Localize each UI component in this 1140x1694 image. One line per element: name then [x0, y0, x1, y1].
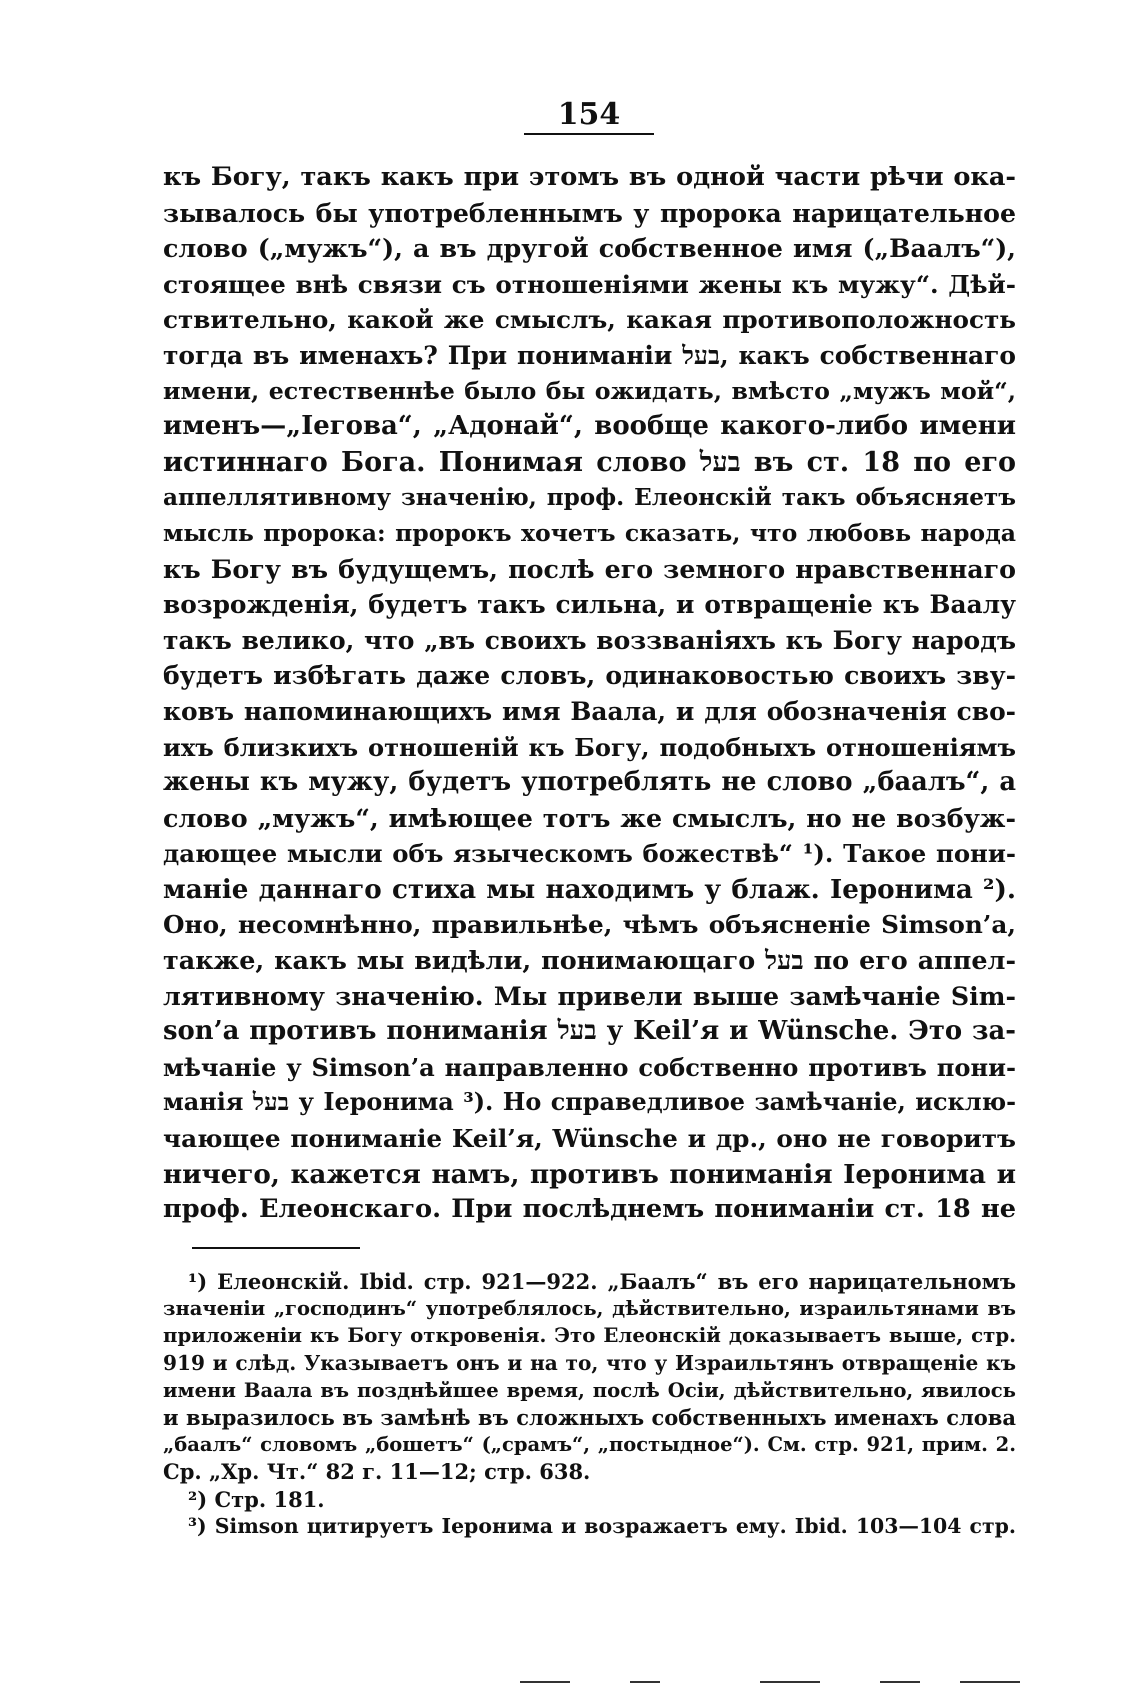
footnote-line: „баалъ“ словомъ „бошетъ“ („срамъ“, „постыдное“). См. стр. 921, прим. 2.	[163, 1433, 1016, 1457]
text-line: возрожденія, будетъ такъ сильна, и отвращеніе къ Ваалу	[163, 590, 1016, 620]
text-line: къ Богу въ будущемъ, послѣ его земного нравственнаго	[163, 553, 1016, 584]
scan-artifact	[960, 1681, 1020, 1683]
text-line: ничего, кажется намъ, противъ пониманія Іеронима и	[163, 1158, 1016, 1190]
text-line: ихъ близкихъ отношеній къ Богу, подобныхъ отношеніямъ	[163, 732, 1016, 762]
footnote-separator	[192, 1247, 360, 1249]
text-line: имени, естественнѣе было бы ожидать, вмѣсто „мужъ мой“,	[163, 376, 1016, 405]
text-line: именъ—„Іегова“, „Адонай“, вообще какого-либо имени	[163, 411, 1016, 442]
scan-artifact	[760, 1681, 820, 1683]
text-line: проф. Елеонскаго. При послѣднемъ пониманіи ст. 18 не	[163, 1194, 1016, 1225]
text-line: аппеллятивному значенію, проф. Елеонскій такъ объясняетъ	[163, 484, 1016, 512]
text-line: Оно, несомнѣнно, правильнѣе, чѣмъ объясненіе Simson’a,	[163, 910, 1016, 940]
text-line: также, какъ мы видѣли, понимающаго בעל по его аппел-	[163, 945, 1016, 976]
footnotes	[163, 1268, 1016, 1540]
footnote-line: ³) Simson цитируетъ Іеронима и возражаетъ ему. Ibid. 103—104 стр.	[188, 1513, 1016, 1538]
text-line: зывалось бы употребленнымъ у пророка нарицательное	[163, 197, 1016, 228]
footnote-line: и выразилось въ замѣнѣ въ сложныхъ собственныхъ именахъ слова	[163, 1404, 1016, 1430]
text-line: чающее пониманіе Keil’я, Wünsche и др., оно не говоритъ	[163, 1124, 1016, 1154]
text-line: стоящее внѣ связи съ отношеніями жены къ мужу“. Дѣй-	[163, 269, 1016, 299]
footnote-line: ¹) Елеонскій. Ibid. стр. 921—922. „Баалъ“ въ его нарицательномъ	[188, 1269, 1016, 1294]
footnote-line: Ср. „Хр. Чт.“ 82 г. 11—12; стр. 638.	[163, 1459, 591, 1485]
text-line: мысль пророка: пророкъ хочетъ сказать, что любовь народа	[163, 518, 1016, 547]
footnote-line: ²) Стр. 181.	[188, 1486, 325, 1512]
scan-artifact	[520, 1681, 570, 1683]
text-line: тогда въ именахъ? При пониманіи בעל, какъ собственнаго	[163, 340, 1016, 370]
text-line: манія בעל у Іеронима ³). Но справедливое замѣчаніе, исклю-	[163, 1088, 1016, 1117]
text-line: мѣчаніе у Simson’a направленно собственно противъ пони-	[163, 1052, 1016, 1082]
text-line: къ Богу, такъ какъ при этомъ въ одной части рѣчи ока-	[163, 162, 1016, 192]
footnote-line: 919 и слѣд. Указываетъ онъ и на то, что у Израильтянъ отвращеніе къ	[163, 1350, 1016, 1375]
page-number-rule	[524, 133, 654, 135]
text-line: ковъ напоминающихъ имя Ваала, и для обозначенія сво-	[163, 696, 1016, 726]
page-number: 154	[557, 97, 621, 132]
body-text	[163, 160, 1016, 1228]
text-line: слово („мужъ“), а въ другой собственное имя („Ваалъ“),	[163, 233, 1016, 264]
text-line: будетъ избѣгать даже словъ, одинаковостью своихъ зву-	[163, 661, 1016, 691]
text-line: son’a противъ пониманія בעל у Keil’я и Wünsche. Это за-	[163, 1016, 1016, 1047]
scan-artifact	[630, 1681, 660, 1683]
text-line: слово „мужъ“, имѣющее тотъ же смыслъ, но не возбуж-	[163, 802, 1016, 833]
text-line: маніе даннаго стиха мы находимъ у блаж. Іеронима ²).	[163, 873, 1016, 905]
scan-artifact	[880, 1681, 920, 1683]
text-line: жены къ мужу, будетъ употреблять не слово „баалъ“, а	[163, 767, 1016, 798]
text-line: истиннаго Бога. Понимая слово בעל въ ст. 18 по его	[163, 446, 1016, 478]
text-line: дающее мысли объ языческомъ божествѣ“ ¹). Такое пони-	[163, 839, 1016, 869]
footnote-line: имени Ваала въ позднѣйшее время, послѣ Осіи, дѣйствительно, явилось	[163, 1378, 1016, 1402]
text-line: ствительно, какой же смыслъ, какая противоположность	[163, 305, 1016, 335]
text-line: лятивному значенію. Мы привели выше замѣчаніе Sim-	[163, 980, 1016, 1011]
footnote-line: приложеніи къ Богу откровенія. Это Елеонскій доказываетъ выше, стр.	[163, 1323, 1016, 1348]
text-line: такъ велико, что „въ своихъ воззваніяхъ къ Богу народъ	[163, 625, 1016, 655]
footnote-line: значеніи „господинъ“ употреблялось, дѣйствительно, израильтянами въ	[163, 1297, 1016, 1321]
